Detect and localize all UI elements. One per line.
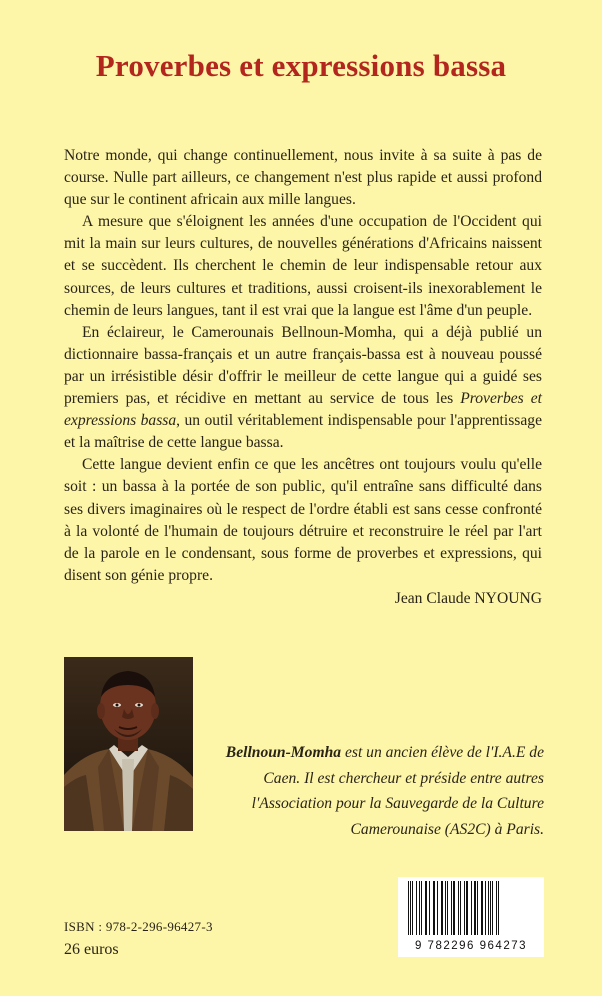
author-photo <box>64 657 193 831</box>
barcode-bar <box>419 881 420 935</box>
barcode-bar <box>464 881 465 935</box>
barcode-bar <box>441 881 443 935</box>
paragraph-3 <box>64 322 542 455</box>
bio-text: est un ancien élève de l'I.A.E de Caen. Il est chercheur et préside entre autres l'Association pour la Sauvegarde de la Culture Camerounaise (AS2C) à Paris. <box>251 744 544 838</box>
bio-author-name: Bellnoun-Momha <box>225 744 342 761</box>
barcode-bar <box>433 881 435 935</box>
price: 26 euros <box>64 941 119 958</box>
isbn: ISBN : 978-2-296-96427-3 <box>64 919 213 934</box>
barcode-bar <box>471 881 472 935</box>
barcode-bar <box>490 881 491 935</box>
barcode-digits: 9 782296 964273 <box>414 940 528 952</box>
barcode <box>398 877 544 957</box>
paragraph-2: A mesure que s'éloignent les années d'une occupation de l'Occident qui mit la main sur leurs cultures, de nouvelles générations d'Africains naissent et se succèdent. Ils cherchent le chemin de leur indispensable retour aux sources, de leurs cultures et traditions, aussi croisent-ils inexorablement le chemin de leurs langues, tant il est vrai que la langue est l'âme d'un peuple. <box>64 213 542 319</box>
barcode-bar <box>421 881 422 935</box>
barcode-bar <box>445 881 446 935</box>
barcode-bar <box>485 881 486 935</box>
barcode-bar <box>496 881 497 935</box>
paragraph-3-start: En éclaireur, le Camerounais Bellnoun-Momha, qui a déjà publié un dictionnaire bassa-français et un autre français-bassa est à nouveau poussé par un irrésistible désir d'offrir le meilleur de cette langue qui a guidé ses premiers pas, et récidive en mettant au service de tous les <box>64 323 542 408</box>
barcode-bar <box>429 881 430 935</box>
barcode-bar <box>412 881 413 935</box>
barcode-bar <box>408 881 409 935</box>
barcode-bar <box>466 881 468 935</box>
barcode-bar <box>492 881 493 935</box>
blurb-text <box>64 145 542 587</box>
barcode-bar <box>447 881 448 935</box>
barcode-bar <box>460 881 461 935</box>
barcode-bar <box>453 881 455 935</box>
paragraph-3-end: , un outil véritablement indispensable pour l'apprentissage et la maîtrise de cette langue bassa. <box>64 412 542 452</box>
barcode-bar <box>488 881 489 935</box>
author-bio <box>204 740 544 842</box>
barcode-bar <box>477 881 478 935</box>
barcode-bar <box>451 881 452 935</box>
book-title: Proverbes et expressions bassa <box>95 48 507 83</box>
barcode-bar <box>416 881 417 935</box>
paragraph-3-italic-title: Proverbes et expressions bassa <box>64 390 542 430</box>
barcode-bar <box>498 881 499 935</box>
paragraph-1: Notre monde, qui change continuellement, nous invite à sa suite à pas de course. Nulle part ailleurs, ce changement n'est plus rapide et aussi profond que sur le continent africain aux mille langues. <box>64 147 542 209</box>
barcode-bar <box>481 881 483 935</box>
barcode-bars <box>398 877 544 939</box>
barcode-bar <box>458 881 459 935</box>
preface-signature: Jean Claude NYOUNG <box>394 590 542 607</box>
barcode-bar <box>425 881 427 935</box>
barcode-bar <box>437 881 438 935</box>
paragraph-4: Cette langue devient enfin ce que les ancêtres ont toujours voulu qu'elle soit : un bassa à la portée de son public, qu'il entraîne sans difficulté dans ses divers imaginaires où le respect de l'ordre établi est sans cesse confronté à la volonté de l'humain de toujours détruire et reconstruire le réel par l'art de la parole en le condensant, sous forme de proverbes et expressions, qui disent son génie propre. <box>64 456 542 584</box>
barcode-bar <box>410 881 411 935</box>
barcode-bar <box>474 881 476 935</box>
